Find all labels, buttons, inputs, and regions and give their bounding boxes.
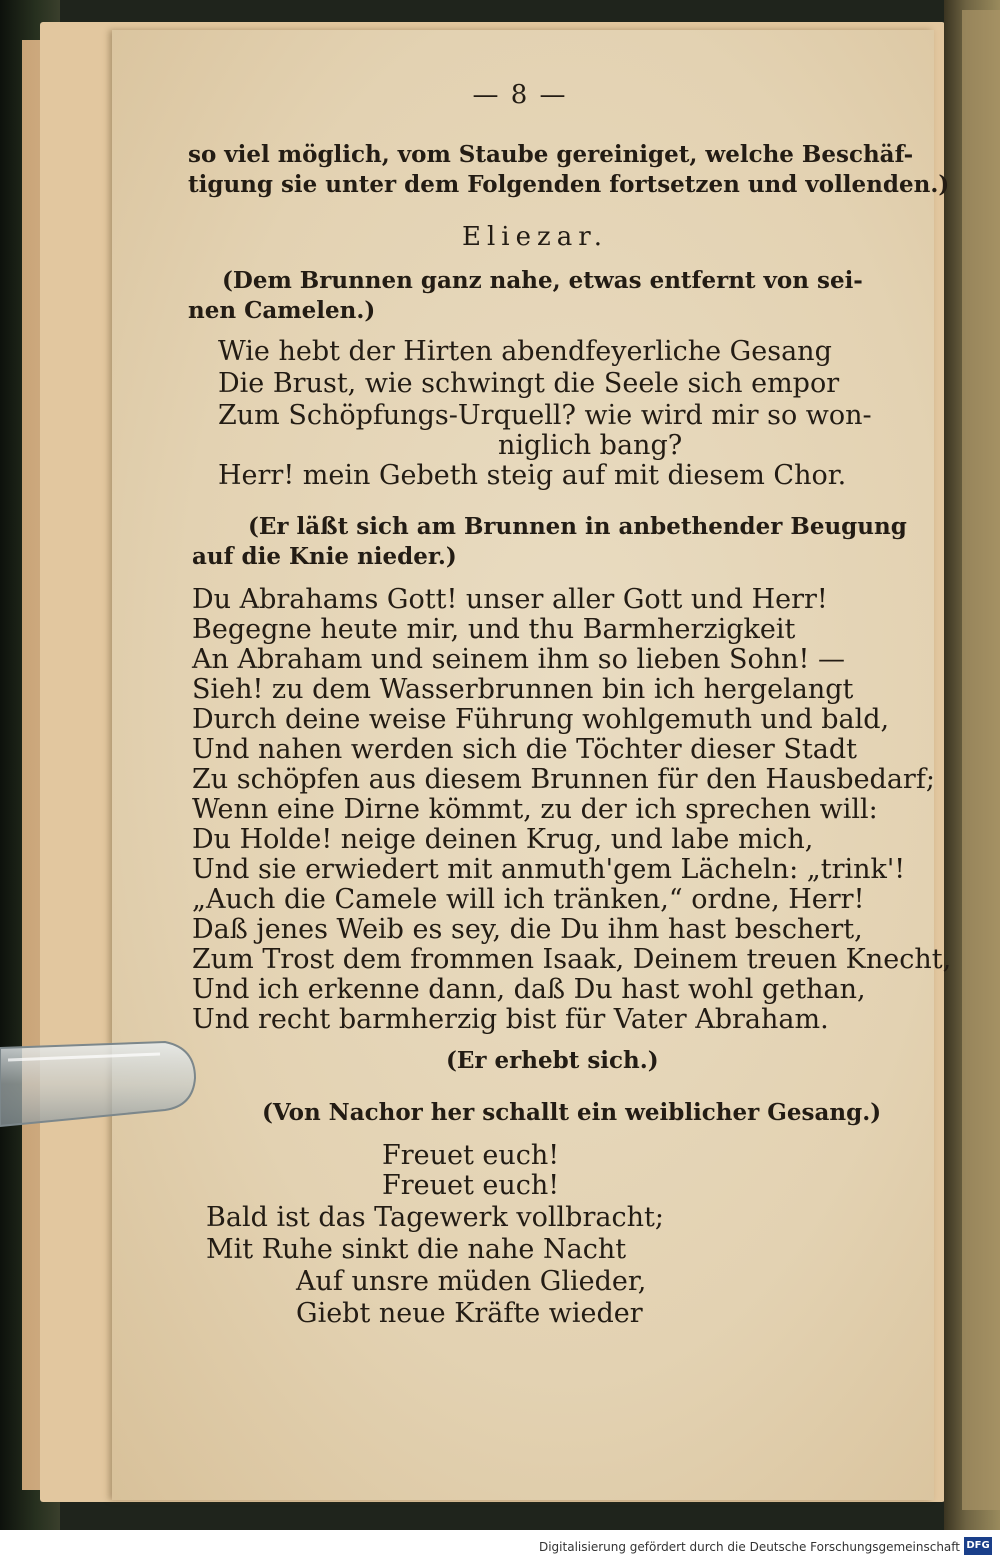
verse-line: Durch deine weise Führung wohlgemuth und bald,	[192, 704, 890, 735]
verse-line: Mit Ruhe sinkt die nahe Nacht	[206, 1234, 627, 1265]
verse-line: Zum Schöpfungs-Urquell? wie wird mir so won-	[218, 400, 872, 431]
verse-line: Du Abrahams Gott! unser aller Gott und Herr!	[192, 584, 828, 615]
verse-line: Herr! mein Gebeth steig auf mit diesem Chor.	[218, 460, 847, 491]
verse-line: Zum Trost dem frommen Isaak, Deinem treuen Knecht,	[192, 944, 952, 975]
verse-line: Wenn eine Dirne kömmt, zu der ich sprechen will:	[192, 794, 878, 825]
stage-direction: (Von Nachor her schallt ein weiblicher Gesang.)	[262, 1099, 882, 1126]
verse-line: An Abraham und seinem ihm so lieben Sohn! —	[192, 644, 845, 675]
next-page-strip	[962, 10, 1000, 1510]
stage-direction: (Dem Brunnen ganz nahe, etwas entfernt von sei-	[222, 267, 863, 294]
verse-line: Bald ist das Tagewerk vollbracht;	[206, 1202, 664, 1233]
glass-page-holder	[0, 1040, 200, 1160]
page-number: — 8 —	[472, 80, 568, 110]
verse-line: Wie hebt der Hirten abendfeyerliche Gesang	[218, 336, 832, 367]
verse-line: Begegne heute mir, und thu Barmherzigkeit	[192, 614, 796, 645]
verse-line: Freuet euch!	[382, 1170, 560, 1201]
speaker-name: Eliezar.	[462, 222, 609, 252]
stage-direction: auf die Knie nieder.)	[192, 543, 457, 570]
verse-line: Du Holde! neige deinen Krug, und labe mich,	[192, 824, 814, 855]
footer-credit: Digitalisierung gefördert durch die Deutsche Forschungsgemeinschaft	[538, 1540, 960, 1554]
text-line: tigung sie unter dem Folgenden fortsetzen und vollenden.)	[188, 171, 950, 198]
verse-line: Und ich erkenne dann, daß Du hast wohl gethan,	[192, 974, 866, 1005]
verse-line: „Auch die Camele will ich tränken,“ ordne, Herr!	[192, 884, 865, 915]
verse-line: Daß jenes Weib es sey, die Du ihm hast beschert,	[192, 914, 863, 945]
stage-direction: (Er läßt sich am Brunnen in anbethender Beugung	[248, 513, 907, 540]
verse-line: Sieh! zu dem Wasserbrunnen bin ich hergelangt	[192, 674, 854, 705]
text-line: so viel möglich, vom Staube gereiniget, welche Beschäf-	[188, 141, 914, 168]
verse-line: Und nahen werden sich die Töchter dieser Stadt	[192, 734, 857, 765]
verse-line: Und recht barmherzig bist für Vater Abraham.	[192, 1004, 829, 1035]
verse-line: Freuet euch!	[382, 1140, 560, 1171]
stage-direction: nen Camelen.)	[188, 297, 376, 324]
verse-line: Giebt neue Kräfte wieder	[296, 1298, 643, 1329]
stage-direction: (Er erhebt sich.)	[446, 1047, 659, 1074]
verse-line: Auf unsre müden Glieder,	[296, 1266, 647, 1297]
verse-line: Zu schöpfen aus diesem Brunnen für den Hausbedarf;	[192, 764, 935, 795]
verse-line: Die Brust, wie schwingt die Seele sich empor	[218, 368, 840, 399]
verse-line: niglich bang?	[498, 430, 683, 461]
dfg-logo: DFG	[964, 1537, 992, 1555]
verse-line: Und sie erwiedert mit anmuth'gem Lächeln: „trink'!	[192, 854, 906, 885]
